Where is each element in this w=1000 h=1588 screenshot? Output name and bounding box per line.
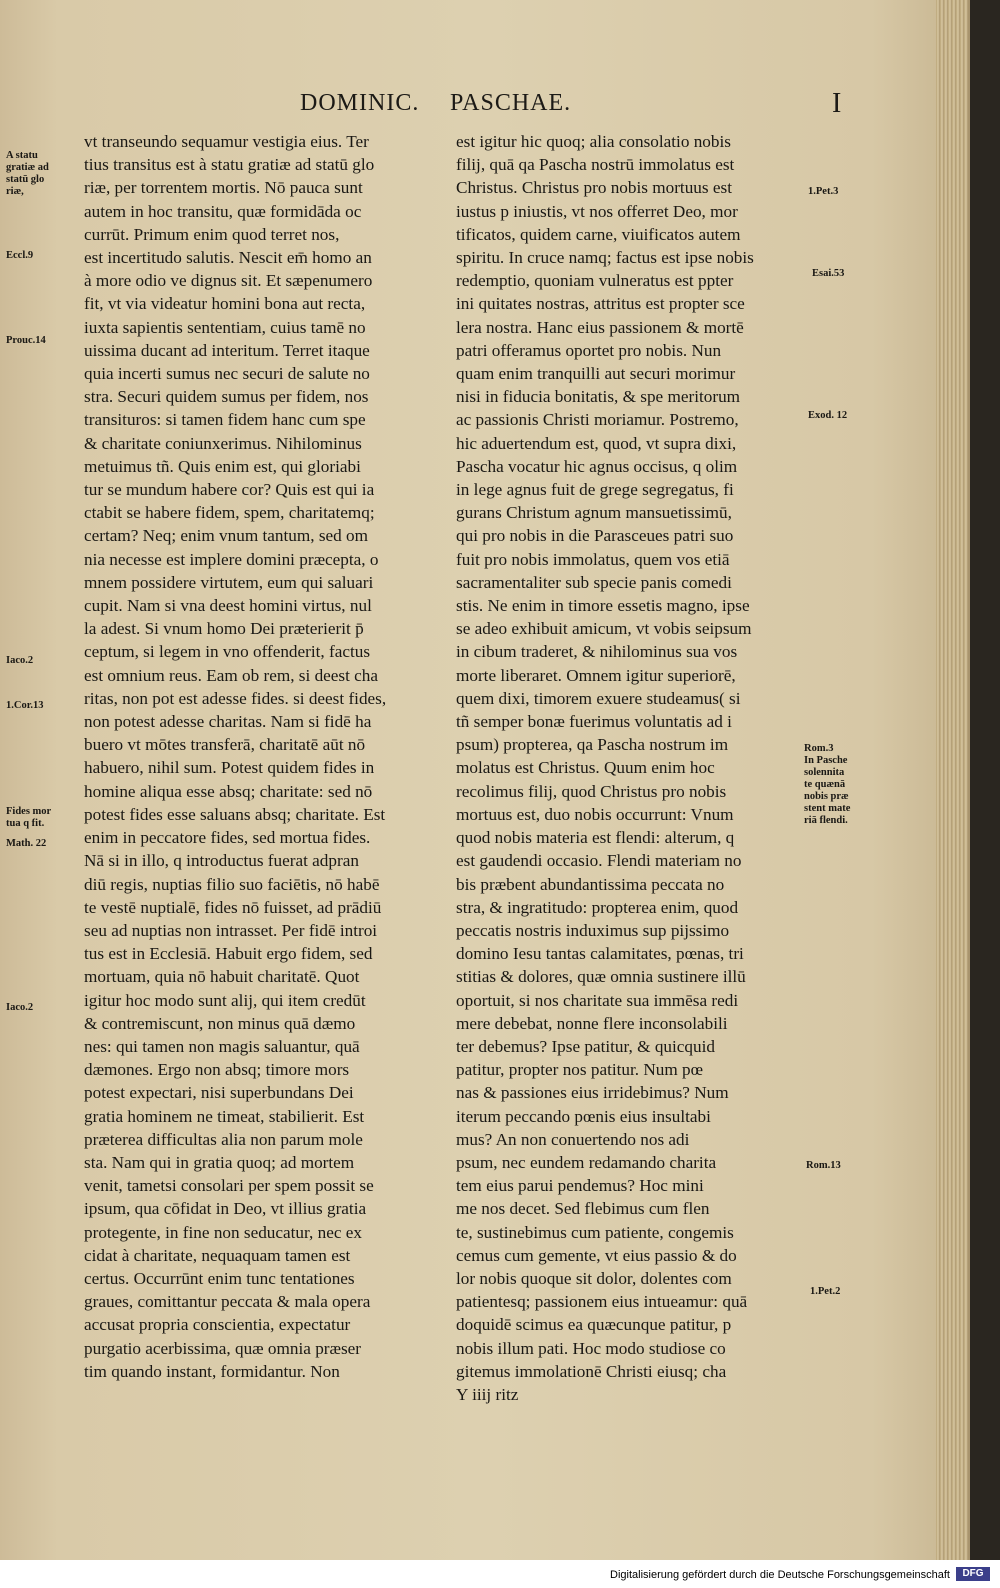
- text-line: quod nobis materia est flendi: alterum, q: [456, 828, 735, 848]
- text-line: est omnium reus. Eam ob rem, si deest cha: [84, 665, 379, 685]
- text-line: stra, & ingratitudo: propterea enim, quod: [456, 897, 739, 917]
- margin-note: [6, 806, 51, 830]
- text-line: vt transeundo sequamur vestigia eius. Ter: [84, 132, 369, 151]
- text-line: mere debebat, nonne flere inconsolabili: [456, 1013, 728, 1033]
- margin-note-line: Iaco.2: [6, 1002, 34, 1013]
- text-line: tem eius parui pendemus? Hoc mini: [456, 1176, 704, 1196]
- text-line: tus est in Ecclesiā. Habuit ergo fidem, sed: [84, 944, 373, 964]
- text-line: cemus cum gemente, vt eius passio & do: [456, 1245, 737, 1265]
- text-line: peccatis nostris induximus sup pijssimo: [456, 920, 730, 940]
- text-line: mus? An non conuertendo nos adi: [456, 1129, 690, 1149]
- margin-note-line: Prouc.14: [6, 335, 46, 346]
- text-line: cupit. Nam si vna deest homini virtus, nul: [84, 596, 372, 616]
- text-line: lera nostra. Hanc eius passionem & mortē: [456, 317, 744, 337]
- text-line: tim quando instant, formidantur. Non: [84, 1361, 340, 1381]
- text-line: mortuam, quia nō habuit charitatē. Quot: [84, 967, 360, 987]
- text-line: venit, tametsi consolari per spem possit se: [84, 1176, 374, 1196]
- text-line: fuit pro nobis immolatus, quem vos etiā: [456, 549, 730, 569]
- text-line: homine aliqua esse absq; charitate: sed nō: [84, 781, 373, 801]
- margin-note-line: statū glo: [6, 174, 45, 185]
- text-line: tur se mundum habere cor? Quis est qui ia: [84, 480, 375, 500]
- margin-note-line: stent mate: [804, 803, 851, 814]
- text-line: Nā si in illo, q introductus fuerat adpran: [84, 851, 359, 871]
- text-line: quem dixi, timorem exuere studeamus( si: [456, 688, 741, 708]
- text-line: tñ semper bonæ fuerimus voluntatis ad i: [456, 712, 732, 732]
- text-line: diū regis, nuptias filio suo faciētis, nō habē: [84, 874, 380, 894]
- text-line: iustus p iniustis, vt nos offerret Deo, mor: [456, 201, 738, 221]
- text-line: mortuus est, duo nobis occurrunt: Vnum: [456, 804, 734, 824]
- footer-credit: Digitalisierung gefördert durch die Deutsche Forschungsgemeinschaft: [610, 1569, 950, 1581]
- text-line: ipsum, qua cōfidat in Deo, vt illius gratia: [84, 1199, 367, 1219]
- text-line: currūt. Primum enim quod terret nos,: [84, 224, 340, 244]
- text-line: stra. Securi quidem sumus per fidem, nos: [84, 387, 369, 407]
- margin-note-line: te quænā: [804, 779, 846, 790]
- margin-note: [6, 700, 44, 712]
- text-line: nas & passiones eius irridebimus? Num: [456, 1083, 729, 1103]
- margin-note-line: In Pasche: [804, 755, 848, 766]
- margin-note-line: riæ,: [6, 186, 24, 197]
- text-line: morte liberaret. Omnem igitur superiorē,: [456, 665, 736, 685]
- text-line: præterea difficultas alia non parum mole: [84, 1129, 363, 1149]
- text-line: la adest. Si vnum homo Dei præterierit p̄: [84, 619, 364, 639]
- folio-number: I: [832, 88, 842, 119]
- text-line: filij, quā qa Pascha nostrū immolatus est: [456, 155, 735, 175]
- margin-note-line: 1.Cor.13: [6, 700, 44, 711]
- text-line: lor nobis quoque sit dolor, dolentes com: [456, 1268, 732, 1288]
- text-line: certam? Neq; enim vnum tantum, sed om: [84, 526, 368, 546]
- margin-note: [6, 250, 33, 262]
- text-line: potest expectari, nisi superbundans Dei: [84, 1083, 354, 1103]
- margin-note-line: Exod. 12: [808, 410, 848, 421]
- text-line: iuxta sapientis sententiam, cuius tamē no: [84, 317, 366, 337]
- margin-note-line: Esai.53: [812, 268, 845, 279]
- text-line: psum, nec eundem redamando charita: [456, 1152, 717, 1172]
- text-line: buero vt mōtes transferā, charitatē aūt nō: [84, 735, 366, 755]
- margin-note-line: Fides mor: [6, 806, 52, 817]
- text-line: bis præbent abundantissima peccata no: [456, 874, 725, 894]
- text-line: & charitate coniunxerimus. Nihilominus: [84, 433, 362, 453]
- margin-note-line: gratiæ ad: [6, 162, 49, 173]
- text-line: graues, comittantur peccata & mala opera: [84, 1292, 371, 1312]
- text-line: oportuit, si nos charitate sua immēsa redi: [456, 990, 739, 1010]
- margin-note: [6, 150, 49, 198]
- text-column-left: [84, 130, 436, 1383]
- text-line: in lege agnus fuit de grege segregatus, fi: [456, 480, 734, 500]
- text-line: quia incerti sumus nec securi de salute no: [84, 364, 370, 384]
- running-header: [300, 90, 860, 120]
- text-line: nia necesse est implere domini præcepta, o: [84, 549, 379, 569]
- text-line: doquidē scimus ea quæcunque patitur, p: [456, 1315, 732, 1335]
- text-line: est gaudendi occasio. Flendi materiam no: [456, 851, 742, 871]
- text-line: qui pro nobis in die Parasceues patri suo: [456, 526, 734, 546]
- text-line: psum) propterea, qa Pascha nostrum im: [456, 735, 729, 755]
- margin-note-line: 1.Pet.2: [810, 1286, 841, 1297]
- text-line: domino Iesu tantas calamitates, pœnas, tri: [456, 944, 744, 964]
- margin-note-line: riā flendi.: [804, 815, 848, 826]
- text-line: à more odio ve dignus sit. Et sæpenumero: [84, 271, 373, 291]
- text-line: metuimus tñ. Quis enim est, qui gloriabi: [84, 456, 361, 476]
- margin-note-line: tua q fit.: [6, 818, 45, 829]
- text-line: nobis illum pati. Hoc modo studiose co: [456, 1338, 726, 1358]
- text-line: te vestē nuptialē, fides nō fuisset, ad prādiū: [84, 897, 382, 917]
- text-line: mnem possidere virtutem, eum qui saluari: [84, 572, 374, 592]
- margin-note-line: Iaco.2: [6, 655, 34, 666]
- text-line: Christus. Christus pro nobis mortuus est: [456, 178, 732, 198]
- digitization-footer: [0, 1560, 1000, 1588]
- text-line: ter debemus? Ipse patitur, & quicquid: [456, 1036, 715, 1056]
- text-line: tificatos, quidem carne, viuificatos autem: [456, 224, 741, 244]
- text-line: iterum peccando pœnis eius insultabi: [456, 1106, 711, 1126]
- text-line: nisi in fiducia bonitatis, & spe meritorum: [456, 387, 741, 407]
- text-line: ac passionis Christi moriamur. Postremo,: [456, 410, 739, 430]
- margin-note: [812, 268, 844, 280]
- text-line: stis. Ne enim in timore essetis magno, ipse: [456, 596, 750, 616]
- text-line: ini quitates nostras, attritus est propter sce: [456, 294, 745, 314]
- text-line: tius transitus est à statu gratiæ ad statū glo: [84, 155, 375, 175]
- margin-note: [808, 410, 847, 422]
- text-line: seu ad nuptias non intrasset. Per fidē introi: [84, 920, 378, 940]
- text-line: molatus est Christus. Quum enim hoc: [456, 758, 715, 778]
- text-line: protegente, in fine non seducatur, nec ex: [84, 1222, 363, 1242]
- margin-note-line: Math. 22: [6, 838, 47, 849]
- text-line: ctabit se habere fidem, spem, charitatemq;: [84, 503, 375, 523]
- text-line: hic aduertendum est, quod, vt supra dixi,: [456, 433, 737, 453]
- text-line: cidat à charitate, nequaquam tamen est: [84, 1245, 351, 1265]
- header-left: DOMINIC.: [300, 90, 420, 116]
- text-line: Pascha vocatur hic agnus occisus, q olim: [456, 456, 738, 476]
- text-line: gitemus immolationē Christi eiusq; cha: [456, 1361, 727, 1381]
- text-line: riæ, per torrentem mortis. Nō pauca sunt: [84, 178, 363, 198]
- text-line: te, sustinebimus cum patiente, congemis: [456, 1222, 734, 1242]
- text-line: certus. Occurrūnt enim tunc tentationes: [84, 1268, 355, 1288]
- margin-note: [808, 186, 838, 198]
- text-line: ceptum, si legem in vno offenderit, factus: [84, 642, 371, 662]
- margin-note: [6, 1002, 33, 1014]
- page-edges: [936, 0, 968, 1560]
- text-line: habuero, nihil sum. Potest quidem fides in: [84, 758, 375, 778]
- text-line: me nos decet. Sed flebimus cum flen: [456, 1199, 710, 1219]
- text-line: stitias & dolores, quæ omnia sustinere illū: [456, 967, 746, 987]
- text-line: patientesq; passionem eius intueamur: quā: [456, 1292, 748, 1312]
- text-line: se adeo exhibuit amicum, vt vobis seipsum: [456, 619, 752, 639]
- text-line: redemptio, quoniam vulneratus est ppter: [456, 271, 734, 291]
- text-line: gurans Christum agnum mansuetissimū,: [456, 503, 732, 523]
- margin-note-line: nobis præ: [804, 791, 849, 802]
- text-line: & contremiscunt, non minus quā dæmo: [84, 1013, 356, 1033]
- text-line: est igitur hic quoq; alia consolatio nobis: [456, 132, 731, 151]
- text-line: igitur hoc modo sunt alij, qui item credūt: [84, 990, 366, 1010]
- text-line: sacramentaliter sub specie panis comedi: [456, 572, 732, 592]
- text-line: transituros: si tamen fidem hanc cum spe: [84, 410, 366, 430]
- text-line: dæmones. Ergo non absq; timore mors: [84, 1060, 350, 1080]
- dfg-logo: DFG: [956, 1567, 990, 1581]
- margin-note: [810, 1286, 840, 1298]
- text-line: sta. Nam qui in gratia quoq; ad mortem: [84, 1152, 355, 1172]
- text-line: patitur, propter nos patitur. Num pœ: [456, 1060, 704, 1080]
- text-line: non potest adesse charitas. Nam si fidē ha: [84, 712, 372, 732]
- text-line: est incertitudo salutis. Nescit em̄ homo an: [84, 248, 372, 268]
- margin-note-line: 1.Pet.3: [808, 186, 839, 197]
- margin-note: [804, 743, 850, 827]
- text-line: in cibum traderet, & nihilominus sua vos: [456, 642, 738, 662]
- margin-note-line: Eccl.9: [6, 250, 34, 261]
- margin-note: [6, 335, 46, 347]
- text-line: spiritu. In cruce namq; factus est ipse nobis: [456, 248, 754, 268]
- margin-note-line: Rom.3: [804, 743, 834, 754]
- text-line: uissima ducant ad interitum. Terret itaque: [84, 340, 370, 360]
- text-line: autem in hoc transitu, quæ formidāda oc: [84, 201, 362, 221]
- header-center: PASCHAE.: [450, 90, 572, 116]
- text-line: patri offeramus oportet pro nobis. Nun: [456, 340, 722, 360]
- text-line: purgatio acerbissima, quæ omnia præser: [84, 1338, 362, 1358]
- text-line: ritas, non pot est adesse fides. si deest fides,: [84, 688, 387, 708]
- text-column-right: [456, 130, 804, 1406]
- text-line: Y iiij ritz: [456, 1384, 519, 1404]
- margin-note: [806, 1160, 841, 1172]
- text-line: fit, vt via videatur homini bona aut recta,: [84, 294, 366, 314]
- text-line: potest fides esse saluans absq; charitate. Est: [84, 804, 386, 824]
- text-line: gratia hominem ne timeat, stabilierit. Est: [84, 1106, 365, 1126]
- margin-note-line: solennita: [804, 767, 845, 778]
- margin-note: [6, 838, 46, 850]
- text-line: enim in peccatore fides, sed mortua fides.: [84, 828, 371, 848]
- margin-note: [6, 655, 33, 667]
- text-line: recolimus filij, quod Christus pro nobis: [456, 781, 727, 801]
- margin-note-line: Rom.13: [806, 1160, 841, 1171]
- text-line: nes: qui tamen non magis saluantur, quā: [84, 1036, 360, 1056]
- margin-note-line: A statu: [6, 150, 38, 161]
- text-line: accusat propria conscientia, expectatur: [84, 1315, 351, 1335]
- text-line: quam enim tranquilli aut securi morimur: [456, 364, 736, 384]
